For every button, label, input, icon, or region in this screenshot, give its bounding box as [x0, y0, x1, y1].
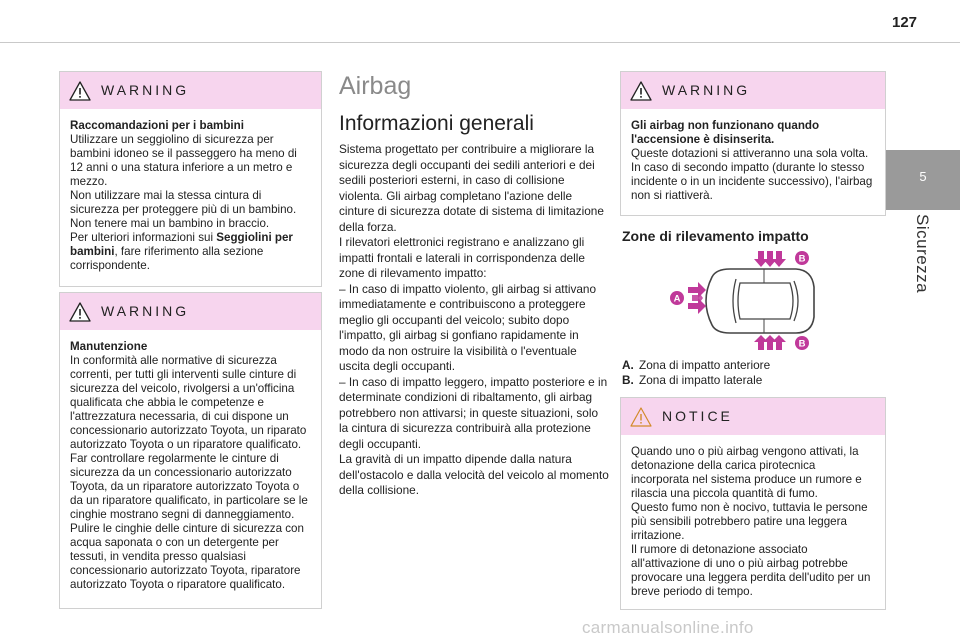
notice-header: [621, 398, 885, 435]
warning-icon: [69, 81, 91, 101]
notice-text: Il rumore di detonazione associato all'attivazione di uno o più airbag potrebbe provocare una leggera perdita dell'udito per un breve periodo di tempo.: [631, 543, 871, 598]
warning-heading: Raccomandazioni per i bambini: [70, 119, 244, 132]
warning-heading: Manutenzione: [70, 340, 148, 353]
notice-text: Quando uno o più airbag vengono attivati, la detonazione della carica pirotecnica incorporata nel sistema produce un rumore e rilascia una piccola quantità di fumo.: [631, 445, 862, 500]
legend-item: [622, 358, 770, 373]
zone-b-label-top: B: [798, 253, 806, 265]
zones-legend: [622, 358, 770, 388]
warning-title: WARNING: [662, 82, 751, 98]
chapter-number: 5: [919, 169, 927, 184]
warning-text: Utilizzare un seggiolino di sicurezza per bambini idoneo se il passeggero ha meno di 12 anni o una statura inferiore a un metro e mezzo.: [70, 133, 297, 188]
front-impact-arrows: [688, 282, 706, 314]
warning-header: [60, 72, 321, 109]
side-impact-arrows-top: [754, 251, 786, 267]
warning-text: Queste dotazioni si attiveranno una sola volta. In caso di secondo impatto (durante lo stesso incidente o in un incidente successivo), l'airbag non si riattiverà.: [631, 147, 873, 202]
legend-key: A.: [622, 358, 634, 372]
zone-a-label: A: [673, 293, 681, 305]
legend-text: Zona di impatto anteriore: [639, 358, 771, 372]
notice-box: [620, 397, 886, 610]
zone-b-label-bottom: B: [798, 338, 806, 350]
watermark: carmanualsonline.info: [582, 618, 754, 637]
seggiolini-link[interactable]: Seggiolini per bambini: [70, 231, 293, 258]
warning-body: [60, 330, 321, 600]
warning-text: Far controllare regolarmente le cinture di sicurezza da un concessionario autorizzato Toyota, da un riparatore autorizzato Toyota o da un riparatore qualificato, in particolare se le cinghie mostrano segni di danneggiamento.: [70, 452, 308, 521]
header-divider: [0, 42, 960, 43]
subsection-title: Informazioni generali: [339, 112, 534, 135]
legend-key: B.: [622, 373, 634, 387]
warning-text: Pulire le cinghie delle cinture di sicurezza con acqua saponata o con un detergente per tessuti, in vendita presso qualsiasi concessionario autorizzato Toyota, riparatore autorizzato Toyota o riparatore qualificato.: [70, 522, 304, 591]
warning-icon: [630, 81, 652, 101]
warning-box-ignition: [620, 71, 886, 216]
section-title: Airbag: [339, 72, 412, 100]
side-impact-arrows-bottom: [754, 335, 786, 350]
warning-text: In conformità alle normative di sicurezza correnti, per tutti gli interventi sulle cinture di sicurezza del veicolo, rivolgersi a un'officina qualificata che abbia le competenze e l'attrezzatura necessaria, di cui dispone un concessionario autorizzato Toyota, un riparato autorizzato Toyota o un riparatore qualificato.: [70, 354, 307, 451]
warning-header: [621, 72, 885, 109]
notice-body: [621, 435, 885, 607]
warning-text: Per ulteriori informazioni sui Seggiolini per bambini, fare riferimento alla sezione corrispondente.: [70, 231, 293, 272]
warning-body: [621, 109, 885, 211]
zones-title: Zone di rilevamento impatto: [622, 228, 809, 244]
warning-text: Non utilizzare mai la stessa cintura di sicurezza per proteggere più di un bambino.: [70, 189, 297, 216]
chapter-tab[interactable]: [886, 150, 960, 210]
warning-body: [60, 109, 321, 281]
warning-title: WARNING: [101, 303, 190, 319]
paragraph: I rilevatori elettronici registrano e analizzano gli impatti frontali e laterali in corrispondenza delle zone di rilevamento impatto:: [339, 235, 585, 280]
warning-text: Non tenere mai un bambino in braccio.: [70, 217, 270, 230]
warning-header: [60, 293, 321, 330]
paragraph: La gravità di un impatto dipende dalla natura dell'ostacolo e dalla velocità del veicolo al momento della collisione.: [339, 452, 609, 497]
warning-box-maintenance: [59, 292, 322, 609]
page-number: 127: [892, 14, 918, 31]
warning-title: WARNING: [101, 82, 190, 98]
paragraph: Sistema progettato per contribuire a migliorare la sicurezza degli occupanti dei sedili anteriori e dei sedili posteriori esterni, in caso di collisione violenta. Gli airbag completano l'azione delle cinture di sicurezza dotate di sistema di limitazione della forza.: [339, 142, 604, 234]
notice-icon: [630, 407, 652, 427]
paragraph: – In caso di impatto leggero, impatto posteriore e in determinate condizioni di ribaltamento, gli airbag potrebbero non attivarsi; in queste situazioni, solo la cintura di sicurezza contribuirà alla protezione degli occupanti.: [339, 374, 608, 451]
notice-title: NOTICE: [662, 408, 733, 424]
notice-text: Questo fumo non è nocivo, tuttavia le persone più sensibili potrebbero patire una leggera irritazione.: [631, 501, 868, 542]
warning-heading: Gli airbag non funzionano quando l'accensione è disinserita.: [631, 119, 820, 146]
paragraph: – In caso di impatto violento, gli airbag si attivano immediatamente e contribuiscono a proteggere meglio gli occupanti del veicolo; subito dopo l'impatto, gli airbag si gonfiano rapidamente in modo da non ostruire la visibilità o l'eventuale uscita degli occupanti.: [339, 281, 597, 373]
main-body: [339, 142, 609, 499]
impact-zones-diagram: [668, 249, 818, 352]
warning-box-children: [59, 71, 322, 287]
chapter-title: Sicurezza: [913, 214, 932, 294]
legend-item: [622, 373, 770, 388]
warning-icon: [69, 302, 91, 322]
legend-text: Zona di impatto laterale: [639, 373, 763, 387]
